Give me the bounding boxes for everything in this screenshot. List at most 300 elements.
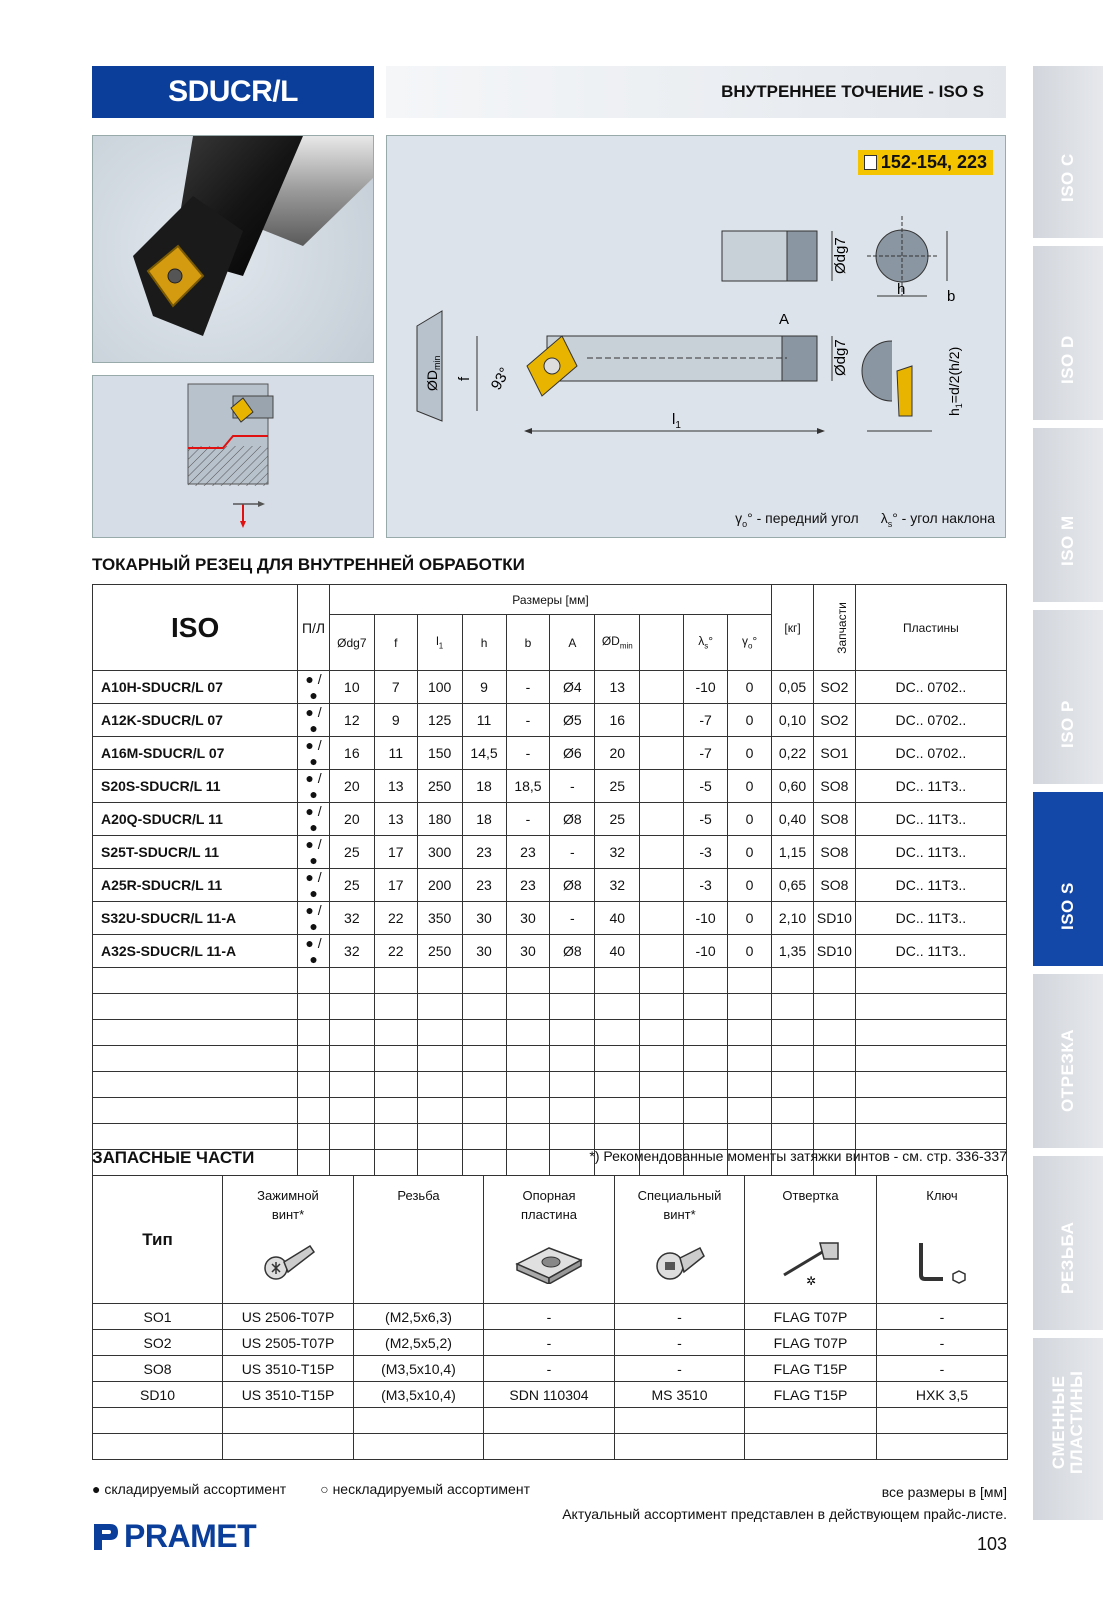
table-cell: Ø5: [550, 704, 595, 737]
table-cell: 300: [417, 836, 462, 869]
table-cell: 23: [462, 869, 506, 902]
table-cell: ● / ●: [298, 869, 330, 902]
spares-cell: FLAG T07P: [745, 1304, 877, 1330]
table-cell: 20: [595, 737, 640, 770]
empty-cell: [223, 1408, 354, 1434]
empty-cell: [417, 1150, 462, 1176]
empty-cell: [615, 1408, 745, 1434]
table-cell: 125: [417, 704, 462, 737]
table-row: [93, 671, 1007, 704]
empty-cell: [640, 1098, 684, 1124]
empty-cell: [640, 968, 684, 994]
empty-cell: [462, 968, 506, 994]
l1-label: [672, 411, 681, 431]
empty-cell: [772, 1020, 814, 1046]
machining-schematic: [93, 376, 375, 539]
empty-cell: [813, 1098, 855, 1124]
col-lambda-text: λ: [698, 634, 705, 649]
table-cell: 0,05: [772, 671, 814, 704]
empty-cell: [640, 1020, 684, 1046]
empty-cell: [506, 1072, 550, 1098]
table-cell: ● / ●: [298, 935, 330, 968]
empty-cell: [223, 1434, 354, 1460]
subtitle-text: ВНУТРЕННЕЕ ТОЧЕНИЕ - ISO S: [721, 82, 984, 101]
table-cell: [640, 704, 684, 737]
table-cell: 23: [462, 836, 506, 869]
empty-table-row: [93, 1046, 1007, 1072]
empty-cell: [728, 1072, 772, 1098]
empty-cell: [877, 1408, 1008, 1434]
tab-label: ОТРЕЗКА: [1058, 1028, 1077, 1112]
spares-row: [93, 1330, 1008, 1356]
table-cell: -: [550, 836, 595, 869]
table-cell: [640, 737, 684, 770]
table-row: [93, 803, 1007, 836]
table-cell: SO8: [813, 770, 855, 803]
gamma-sub: o: [742, 519, 748, 529]
table-cell: SO8: [813, 869, 855, 902]
spares-cell: -: [877, 1330, 1008, 1356]
table-cell: -: [550, 902, 595, 935]
pl-header: П/Л: [298, 585, 330, 671]
empty-cell: [684, 994, 728, 1020]
col-h: h: [462, 615, 506, 671]
table-row: [93, 935, 1007, 968]
empty-cell: [374, 1124, 417, 1150]
spares-cell: SO1: [93, 1304, 223, 1330]
empty-cell: [417, 1124, 462, 1150]
empty-cell: [374, 994, 417, 1020]
col-gamma: $\gamma_o^\circ$: [728, 615, 772, 671]
spares-header-row: [93, 1176, 1008, 1304]
tab-label: ISO D: [1058, 335, 1077, 384]
table-cell: Ø6: [550, 737, 595, 770]
empty-cell: [728, 1124, 772, 1150]
spares-row: [93, 1382, 1008, 1408]
col-b: b: [506, 615, 550, 671]
table-cell: 9: [374, 704, 417, 737]
empty-cell: [855, 1124, 1006, 1150]
tab-iso-s[interactable]: [1033, 792, 1103, 966]
header-line1: Опорная: [522, 1188, 576, 1203]
all-dims-note: все размеры в [мм]: [881, 1484, 1007, 1500]
table-cell: ● / ●: [298, 836, 330, 869]
spares-cell: -: [484, 1330, 615, 1356]
lambda-sub: s: [887, 519, 893, 529]
boring-bar-illustration: [93, 136, 374, 363]
stock-legend: [92, 1481, 530, 1497]
driver-header: [745, 1176, 877, 1304]
empty-cell: [462, 1020, 506, 1046]
table-cell: 20: [329, 770, 374, 803]
empty-cell: [374, 1046, 417, 1072]
table-cell: 0,22: [772, 737, 814, 770]
spares-cell: SDN 110304: [484, 1382, 615, 1408]
table-cell: 11: [374, 737, 417, 770]
table-cell: DC.. 11T3..: [855, 935, 1006, 968]
table-cell: 25: [329, 836, 374, 869]
table-cell: [640, 770, 684, 803]
empty-cell: [772, 968, 814, 994]
col-lambda: $\lambda_s^\circ$: [684, 615, 728, 671]
empty-cell: [745, 1434, 877, 1460]
spares-cell: US 3510-T15P: [223, 1356, 354, 1382]
empty-cell: [855, 968, 1006, 994]
table-cell: -: [506, 671, 550, 704]
tab-label: СМЕННЫЕ ПЛАСТИНЫ: [1049, 1370, 1086, 1474]
empty-cell: [745, 1408, 877, 1434]
table-cell: 0,10: [772, 704, 814, 737]
angle-label: 93°: [487, 364, 514, 393]
empty-cell: [506, 1124, 550, 1150]
thread-header: [354, 1176, 484, 1304]
special-screw-icon: [615, 1234, 744, 1290]
empty-cell: [772, 1098, 814, 1124]
table-cell: 0: [728, 902, 772, 935]
header-line2: пластина: [521, 1207, 577, 1222]
empty-cell: [93, 1098, 298, 1124]
empty-cell: [506, 968, 550, 994]
table-cell: [640, 803, 684, 836]
table-cell: DC.. 0702..: [855, 704, 1006, 737]
table-cell: 25: [329, 869, 374, 902]
empty-cell: [93, 1124, 298, 1150]
spares-cell: HXK 3,5: [877, 1382, 1008, 1408]
empty-cell: [298, 994, 330, 1020]
tool-code-cell: S20S-SDUCR/L 11: [93, 770, 298, 803]
col-l1-sub: 1: [438, 641, 444, 651]
table-cell: 11: [462, 704, 506, 737]
empty-cell: [298, 1098, 330, 1124]
empty-cell: [462, 1124, 506, 1150]
spares-cell: -: [615, 1304, 745, 1330]
col-lambda-sub: s: [704, 641, 709, 651]
empty-cell: [93, 968, 298, 994]
spares-cell: SD10: [93, 1382, 223, 1408]
table-cell: -10: [684, 935, 728, 968]
stocked-legend: ● складируемый ассортимент: [92, 1481, 287, 1497]
tab-cutoff[interactable]: [1033, 974, 1103, 1148]
table-cell: 25: [595, 803, 640, 836]
spares-cell: -: [615, 1356, 745, 1382]
empty-table-row: [93, 968, 1007, 994]
table-cell: -: [550, 770, 595, 803]
torque-note: *) Рекомендованные моменты затяжки винтов - см. стр. 336-337: [589, 1148, 1007, 1164]
table-cell: 9: [462, 671, 506, 704]
table-cell: ● / ●: [298, 671, 330, 704]
pramet-logo[interactable]: [92, 1518, 256, 1555]
empty-cell: [595, 1098, 640, 1124]
tab-inserts[interactable]: [1033, 1338, 1103, 1520]
empty-cell: [417, 994, 462, 1020]
tool-code-cell: A16M-SDUCR/L 07: [93, 737, 298, 770]
empty-cell: [93, 1046, 298, 1072]
dimension-drawing: [387, 176, 1007, 516]
empty-cell: [93, 1434, 223, 1460]
spares-header-text: Запчасти: [834, 601, 849, 654]
assortment-note: Актуальный ассортимент представлен в действующем прайс-листе.: [562, 1506, 1007, 1522]
tab-label: ISO C: [1058, 153, 1077, 202]
spares-cell: US 2505-T07P: [223, 1330, 354, 1356]
empty-cell: [813, 994, 855, 1020]
empty-cell: [93, 1072, 298, 1098]
table-cell: 40: [595, 902, 640, 935]
table-cell: 1,35: [772, 935, 814, 968]
table-cell: 32: [329, 935, 374, 968]
table-cell: SO2: [813, 671, 855, 704]
empty-cell: [462, 1046, 506, 1072]
page-reference: 152-154, 223: [880, 152, 987, 172]
empty-cell: [684, 1020, 728, 1046]
table-cell: 0: [728, 836, 772, 869]
col-dmin: [595, 615, 640, 671]
spares-header: [813, 585, 855, 671]
page-title: SDUCR/L: [92, 66, 374, 118]
table-cell: [640, 671, 684, 704]
h1-rest: =d/2(h/2): [946, 346, 962, 404]
col-l1: [417, 615, 462, 671]
table-cell: [640, 836, 684, 869]
empty-cell: [772, 994, 814, 1020]
empty-table-row: [93, 994, 1007, 1020]
table-cell: SD10: [813, 935, 855, 968]
empty-cell: [329, 994, 374, 1020]
svg-text:✲: ✲: [805, 1274, 816, 1287]
table-cell: 350: [417, 902, 462, 935]
empty-cell: [550, 1072, 595, 1098]
empty-cell: [640, 1072, 684, 1098]
table-cell: Ø8: [550, 869, 595, 902]
empty-cell: [417, 968, 462, 994]
empty-cell: [374, 1020, 417, 1046]
tool-code-cell: A12K-SDUCR/L 07: [93, 704, 298, 737]
shim-plate-icon: [484, 1234, 614, 1290]
spares-cell: US 2506-T07P: [223, 1304, 354, 1330]
table-row: [93, 902, 1007, 935]
empty-cell: [506, 1046, 550, 1072]
h1-label: [946, 347, 964, 416]
empty-table-row: [93, 1124, 1007, 1150]
empty-cell: [298, 1150, 330, 1176]
empty-cell: [462, 994, 506, 1020]
col-dmin-sub: min: [619, 641, 633, 651]
table-cell: ● / ●: [298, 803, 330, 836]
empty-cell: [329, 1020, 374, 1046]
empty-cell: [550, 994, 595, 1020]
l1-text: l: [672, 411, 676, 428]
lambda-text: ° - угол наклона: [892, 510, 995, 527]
empty-cell: [298, 1020, 330, 1046]
spares-cell: SO2: [93, 1330, 223, 1356]
pramet-logo-icon: [92, 1522, 120, 1552]
table-cell: 150: [417, 737, 462, 770]
empty-cell: [550, 1046, 595, 1072]
table-cell: 22: [374, 902, 417, 935]
empty-cell: [684, 1072, 728, 1098]
spares-table-body: [93, 1304, 1008, 1460]
footer-notes: [562, 1481, 1007, 1525]
table-cell: -5: [684, 770, 728, 803]
table-cell: DC.. 11T3..: [855, 869, 1006, 902]
empty-cell: [417, 1098, 462, 1124]
empty-cell: [417, 1020, 462, 1046]
empty-cell: [728, 1046, 772, 1072]
empty-cell: [772, 1124, 814, 1150]
empty-table-row: [93, 1098, 1007, 1124]
empty-cell: [550, 1098, 595, 1124]
empty-cell: [354, 1408, 484, 1434]
tab-label: ISO M: [1058, 515, 1077, 566]
table-cell: ● / ●: [298, 704, 330, 737]
empty-cell: [595, 968, 640, 994]
page-reference-badge[interactable]: [858, 150, 993, 175]
table-cell: 17: [374, 869, 417, 902]
tab-iso-c[interactable]: [1033, 66, 1103, 238]
h1-sub: 1: [954, 403, 964, 409]
table-cell: DC.. 0702..: [855, 671, 1006, 704]
empty-cell: [329, 1098, 374, 1124]
table-row: [93, 704, 1007, 737]
tab-thread[interactable]: [1033, 1156, 1103, 1330]
tool-code-cell: A10H-SDUCR/L 07: [93, 671, 298, 704]
table-cell: Ø8: [550, 935, 595, 968]
table-cell: 18: [462, 803, 506, 836]
table-cell: -: [506, 704, 550, 737]
tool-code-cell: S32U-SDUCR/L 11-A: [93, 902, 298, 935]
h-label: h: [897, 281, 906, 298]
table-cell: SD10: [813, 902, 855, 935]
tool-code-cell: A32S-SDUCR/L 11-A: [93, 935, 298, 968]
empty-cell: [506, 994, 550, 1020]
empty-cell: [329, 1046, 374, 1072]
table-cell: -: [506, 803, 550, 836]
spares-cell: (M3,5x10,4): [354, 1382, 484, 1408]
header-line1: Зажимной: [257, 1188, 319, 1203]
empty-cell: [484, 1408, 615, 1434]
table-cell: [640, 869, 684, 902]
rake-angle-legend: [735, 510, 859, 529]
table-cell: 0,60: [772, 770, 814, 803]
table-cell: 2,10: [772, 902, 814, 935]
table-cell: 23: [506, 836, 550, 869]
a-label: A: [779, 311, 790, 328]
page-subtitle: [386, 66, 1006, 118]
col-empty: [640, 615, 684, 671]
empty-cell: [813, 1072, 855, 1098]
table-cell: 22: [374, 935, 417, 968]
table-cell: [640, 902, 684, 935]
empty-cell: [329, 1150, 374, 1176]
empty-cell: [813, 1020, 855, 1046]
tab-label: ISO S: [1058, 882, 1077, 930]
empty-cell: [684, 968, 728, 994]
table-cell: 0,40: [772, 803, 814, 836]
table-cell: 0: [728, 770, 772, 803]
spares-cell: (M3,5x10,4): [354, 1356, 484, 1382]
tab-iso-m[interactable]: [1033, 428, 1103, 602]
tool-table-body: [93, 671, 1007, 1176]
gamma-symbol: γ: [735, 510, 743, 527]
table-cell: 250: [417, 935, 462, 968]
spares-cell: (M2,5x5,2): [354, 1330, 484, 1356]
table-cell: SO8: [813, 803, 855, 836]
table-cell: DC.. 11T3..: [855, 902, 1006, 935]
page-number: 103: [976, 1534, 1007, 1554]
empty-cell: [640, 1124, 684, 1150]
empty-cell: [374, 968, 417, 994]
empty-cell: [550, 1124, 595, 1150]
inserts-header: Пластины: [855, 585, 1006, 671]
tab-label: РЕЗЬБА: [1058, 1221, 1077, 1294]
product-photo: [92, 135, 374, 363]
kg-header: [кг]: [772, 585, 814, 671]
empty-cell: [550, 968, 595, 994]
technical-diagram: [386, 135, 1006, 538]
empty-cell: [417, 1072, 462, 1098]
table-cell: 13: [595, 671, 640, 704]
empty-spares-row: [93, 1408, 1008, 1434]
empty-cell: [595, 994, 640, 1020]
tab-iso-d[interactable]: [1033, 246, 1103, 420]
empty-cell: [298, 1124, 330, 1150]
empty-cell: [595, 1046, 640, 1072]
empty-cell: [484, 1434, 615, 1460]
table-row: [93, 770, 1007, 803]
tab-iso-p[interactable]: [1033, 610, 1103, 784]
empty-cell: [595, 1124, 640, 1150]
empty-cell: [772, 1072, 814, 1098]
empty-cell: [855, 994, 1006, 1020]
empty-cell: [640, 1046, 684, 1072]
col-f: f: [374, 615, 417, 671]
spares-table: [92, 1175, 1008, 1460]
table-row: [93, 869, 1007, 902]
document-icon: [864, 155, 877, 170]
table-cell: 32: [595, 869, 640, 902]
tab-label: ISO P: [1058, 700, 1077, 748]
empty-cell: [684, 1124, 728, 1150]
table-cell: 14,5: [462, 737, 506, 770]
empty-cell: [329, 1124, 374, 1150]
spares-cell: FLAG T15P: [745, 1382, 877, 1408]
table-header-row: [93, 585, 1007, 615]
table-cell: 16: [329, 737, 374, 770]
spares-cell: -: [877, 1304, 1008, 1330]
table-cell: DC.. 11T3..: [855, 836, 1006, 869]
spares-cell: -: [484, 1304, 615, 1330]
spares-row: [93, 1356, 1008, 1382]
empty-cell: [855, 1020, 1006, 1046]
table-cell: -3: [684, 869, 728, 902]
tool-table: [92, 584, 1007, 1176]
hex-key-icon: [877, 1234, 1007, 1290]
table-cell: 13: [374, 803, 417, 836]
empty-cell: [506, 1020, 550, 1046]
table-cell: 1,15: [772, 836, 814, 869]
table-cell: ● / ●: [298, 737, 330, 770]
dims-header: Размеры [мм]: [329, 585, 771, 615]
table-cell: DC.. 11T3..: [855, 770, 1006, 803]
empty-cell: [354, 1434, 484, 1460]
table-cell: 20: [329, 803, 374, 836]
empty-cell: [855, 1046, 1006, 1072]
table-row: [93, 737, 1007, 770]
table-cell: 0: [728, 737, 772, 770]
empty-cell: [298, 1046, 330, 1072]
dmin-text: ØD: [424, 370, 440, 391]
empty-cell: [462, 1150, 506, 1176]
empty-cell: [374, 1098, 417, 1124]
